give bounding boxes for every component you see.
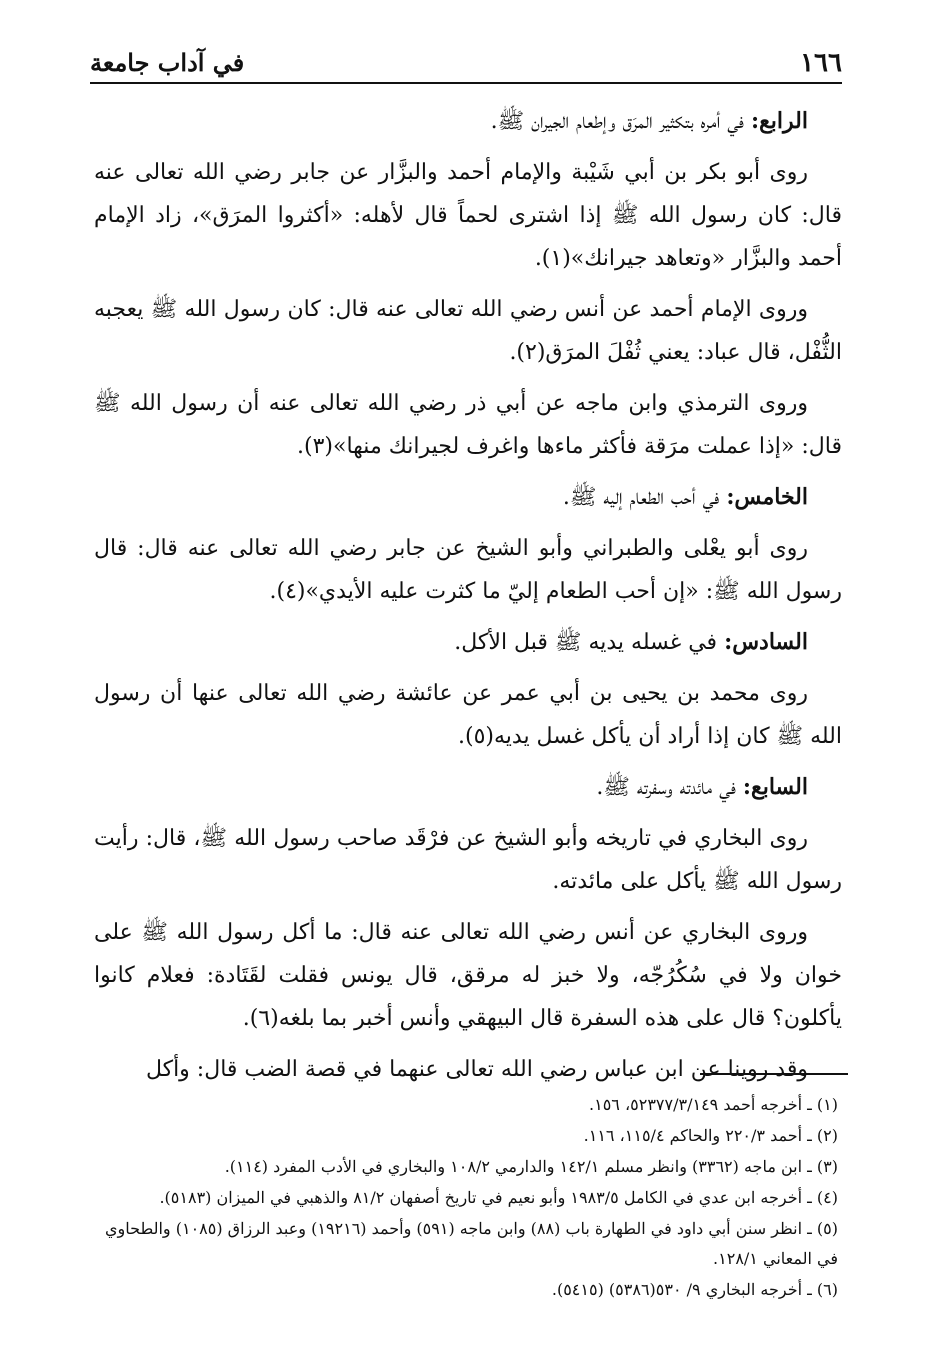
heading-label: السابع: — [742, 774, 808, 800]
main-text — [94, 100, 842, 1099]
footnote: (٤) ـ أخرجه ابن عدي في الكامل ١٩٨٣/٥ وأبو نعيم في تاريخ أصفهان ٨١/٢ والذهبي في الميزان (٥١٨٣). — [159, 1188, 838, 1207]
paragraph: وروى الترمذي وابن ماجه عن أبي ذر رضي الله تعالى عنه أن رسول الله ﷺ قال: «إذا عملت مرَقة فأكثر ماءها واغرف لجيرانك منها»(٣). — [94, 391, 842, 459]
footnote: (١) ـ أخرجه أحمد ٥٢٣٧٧/٣/١٤٩، ١٥٦. — [589, 1095, 838, 1114]
heading-text: في مائدته وسفرته ﷺ. — [596, 775, 743, 800]
running-title: في آداب جامعة — [90, 48, 245, 77]
paragraph: وروى الإمام أحمد عن أنس رضي الله تعالى عنه قال: كان رسول الله ﷺ يعجبه الثُّفْل، قال عباد: يعني ثُفْلَ المرَق(٢). — [94, 297, 842, 365]
page-number: ١٦٦ — [800, 48, 842, 78]
paragraph: وقد روينا عن ابن عباس رضي الله تعالى عنهما في قصة الضب قال: وأكل — [145, 1057, 808, 1082]
footnotes — [94, 1090, 838, 1306]
heading-label: الخامس: — [726, 484, 808, 510]
footnote: (٥) ـ انظر سنن أبي داود في الطهارة باب (٨٨) وابن ماجه (٥٩١) وأحمد (١٩٢١٦) وعبد الرزاق (١٠٨٥) والطحاوي في المعاني ١٢٨/١. — [105, 1219, 838, 1268]
footnote: (٦) ـ أخرجه البخاري ٩/ ٥٣٠(٥٣٨٦) (٥٤١٥). — [551, 1280, 838, 1299]
footnote-separator — [700, 1073, 848, 1075]
footnote: (٢) ـ أحمد ٢٢٠/٣ والحاكم ١١٥/٤، ١١٦. — [583, 1126, 838, 1145]
heading-label: السادس: — [724, 629, 808, 655]
paragraph: روى البخاري في تاريخه وأبو الشيخ عن فرْقَد صاحب رسول الله ﷺ، قال: رأيت رسول الله ﷺ يأكل على مائدته. — [94, 826, 842, 894]
section-heading-4 — [94, 100, 842, 143]
paragraph: روى محمد بن يحيى بن أبي عمر عن عائشة رضي الله تعالى عنها أن رسول الله ﷺ كان إذا أراد أن يأكل غسل يديه(٥). — [94, 681, 842, 749]
section-heading-6 — [94, 621, 842, 664]
heading-text: في غسله يديه ﷺ قبل الأكل. — [454, 630, 725, 655]
heading-text: في أمره بتكثير المرَق وإطعام الجيران ﷺ. — [490, 109, 751, 134]
heading-label: الرابع: — [750, 108, 808, 134]
footnote: (٣) ـ ابن ماجه (٣٣٦٢) وانظر مسلم ١٤٢/١ والدارمي ١٠٨/٢ والبخاري في الأدب المفرد (١١٤). — [224, 1157, 838, 1176]
paragraph: وروى البخاري عن أنس رضي الله تعالى عنه قال: ما أكل رسول الله ﷺ على خوان ولا في سُكُرُجّه، ولا خبز له مرقق، قال يونس فقلت لقَتَادة: فعلام كانوا يأكلون؟ قال على هذه السفرة قال البيهقي وأنس أخبر بما بلغه(٦). — [94, 920, 842, 1031]
paragraph: روى أبو يعْلى والطبراني وأبو الشيخ عن جابر رضي الله تعالى عنه قال: قال رسول الله ﷺ: «إن أحب الطعام إليّ ما كثرت عليه الأيدي»(٤). — [94, 536, 842, 604]
heading-text: في أحب الطعام إليه ﷺ. — [562, 485, 727, 510]
section-heading-7 — [94, 766, 842, 809]
page-header — [90, 42, 842, 84]
section-heading-5 — [94, 476, 842, 519]
paragraph: روى أبو بكر بن أبي شَيْبة والإمام أحمد والبزَّار عن جابر رضي الله تعالى عنه قال: كان رسول الله ﷺ إذا اشترى لحماً قال لأهله: «أكثروا المرَق»، زاد الإمام أحمد والبزَّار «وتعاهد جيرانك»(١). — [94, 160, 842, 271]
